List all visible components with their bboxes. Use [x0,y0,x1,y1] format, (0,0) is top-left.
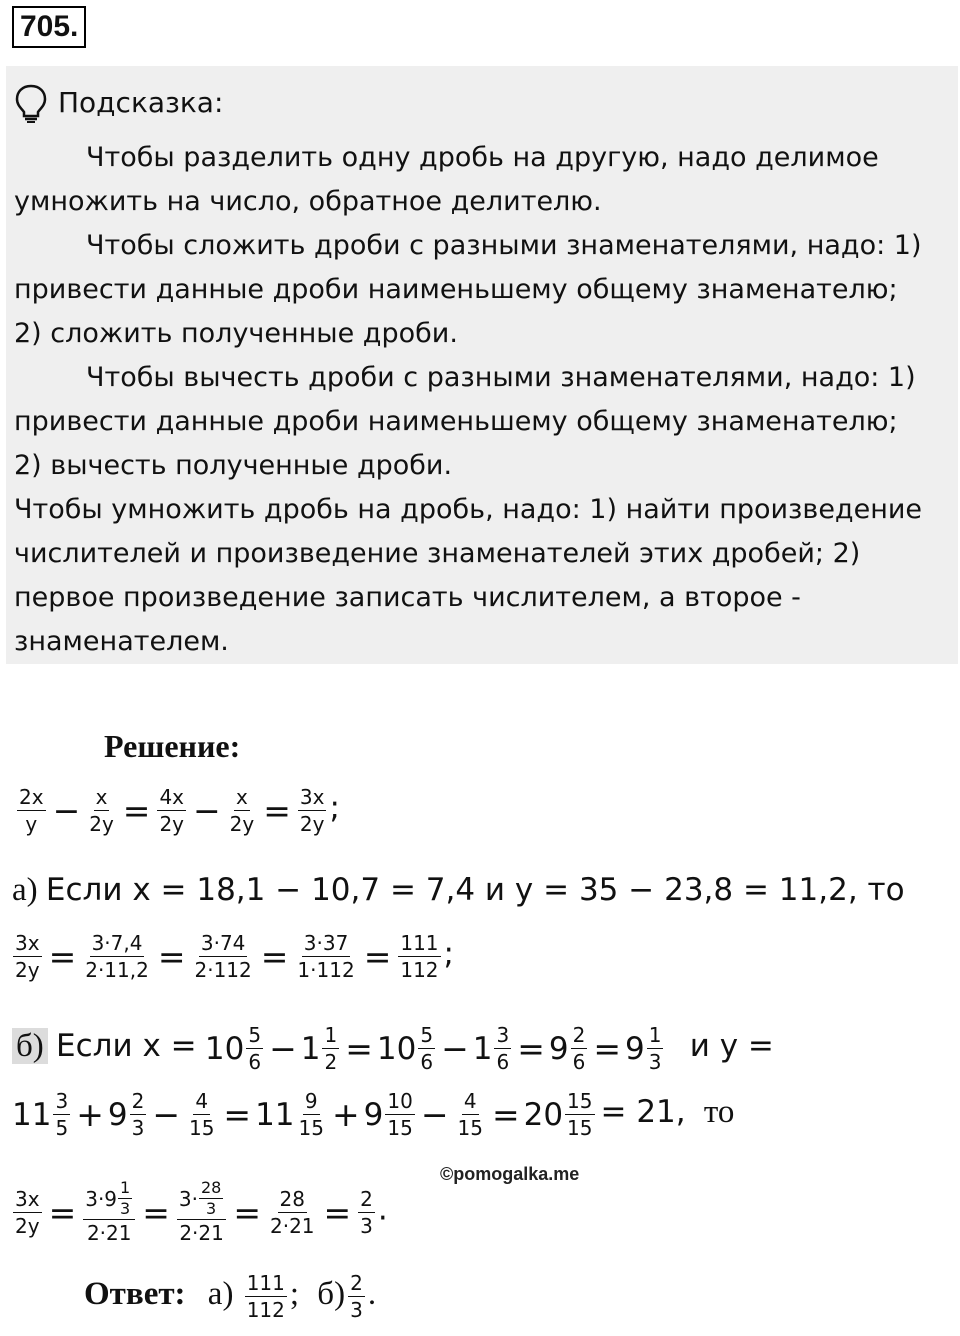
part-b-line-2: 11 $\frac{3}{5}$ + 9 $\frac{2}{3}$ − $\frac{4}{15}$ = 11 $\frac{9}{15}$ + 9 $\frac{10}{15}$ − $\frac{4}{15}$ = 20 $\frac{15}{15}$ = 21, то [12,1089,735,1140]
fraction: $\frac{3x}{2y}$ [299,785,325,836]
fraction: $\frac{2x}{y}$ [19,785,44,836]
part-b-calculation: $\frac{3x}{2y}$ = 3·9 $\frac{1}{3}$ 2·21 = 3· $\frac{28}{3}$ 2·21 = $\frac{28}{2\cdot 21}$ = $\frac{2}{3}$ . [15,1178,388,1245]
problem-number: 705. [12,6,86,48]
fraction: $\frac{4x}{2y}$ [159,785,184,836]
solution-title: Решение: [104,728,241,764]
hint-title: Подсказка: [58,86,224,119]
watermark: ©pomogalka.me [440,1164,580,1184]
fraction: $\frac{x}{2y}$ [89,785,114,836]
expression-line: $\frac{2x}{y}$ − $\frac{x}{2y}$ = $\frac{4x}{2y}$ − $\frac{x}{2y}$ = $\frac{3x}{2y}$ ; [19,785,340,836]
answer-label: Ответ: [84,1276,186,1313]
answer-line: Ответ: а) $\frac{111}{112}$ ; б) $\frac{2}{3}$ . [84,1271,377,1322]
hint-paragraph-3: Чтобы вычесть дроби с разными знаменателями, надо: 1) привести данные дроби наименьшему общему знаменателю; 2) вычесть полученные дроби. [14,362,916,481]
hint-paragraph-1: Чтобы разделить одну дробь на другую, надо делимое умножить на число, обратное делителю. [14,142,879,217]
hint-box [6,66,958,664]
hint-paragraph-4: Чтобы умножить дробь на дробь, надо: 1) найти произведение числителей и произведение знаменателей этих дробей; 2) первое произведение записать числителем, а второе - знаменателем. [14,494,923,657]
fraction: $\frac{x}{2y}$ [229,785,255,836]
part-b-label: б) [12,1028,48,1064]
part-a-label: а) [12,872,38,908]
lightbulb-icon [14,83,48,123]
hint-header [14,74,928,132]
part-a-text: Если x = 18,1 − 10,7 = 7,4 и y = 35 − 23,8 = 11,2, то [45,872,905,908]
part-b-line-1: б) Если x = 10 $\frac{5}{6}$ − 1 $\frac{1}{2}$ = 10 $\frac{5}{6}$ − 1 $\frac{3}{6}$ = 9 $\frac{2}{6}$ = 9 $\frac{1}{3}$ и y = [12,1024,774,1073]
part-a-calculation: $\frac{3x}{2y}$ = $\frac{3\cdot 7,4}{2\cdot 11,2}$ = $\frac{3\cdot 74}{2\cdot 112}$ = $\frac{3\cdot 37}{1\cdot 112}$ = $\frac{111}{112}$ ; [15,931,454,982]
part-a-line [12,872,905,909]
hint-paragraph-2: Чтобы сложить дроби с разными знаменателями, надо: 1) привести данные дроби наименьшему общему знаменателю; 2) сложить полученные дроби. [14,230,922,349]
